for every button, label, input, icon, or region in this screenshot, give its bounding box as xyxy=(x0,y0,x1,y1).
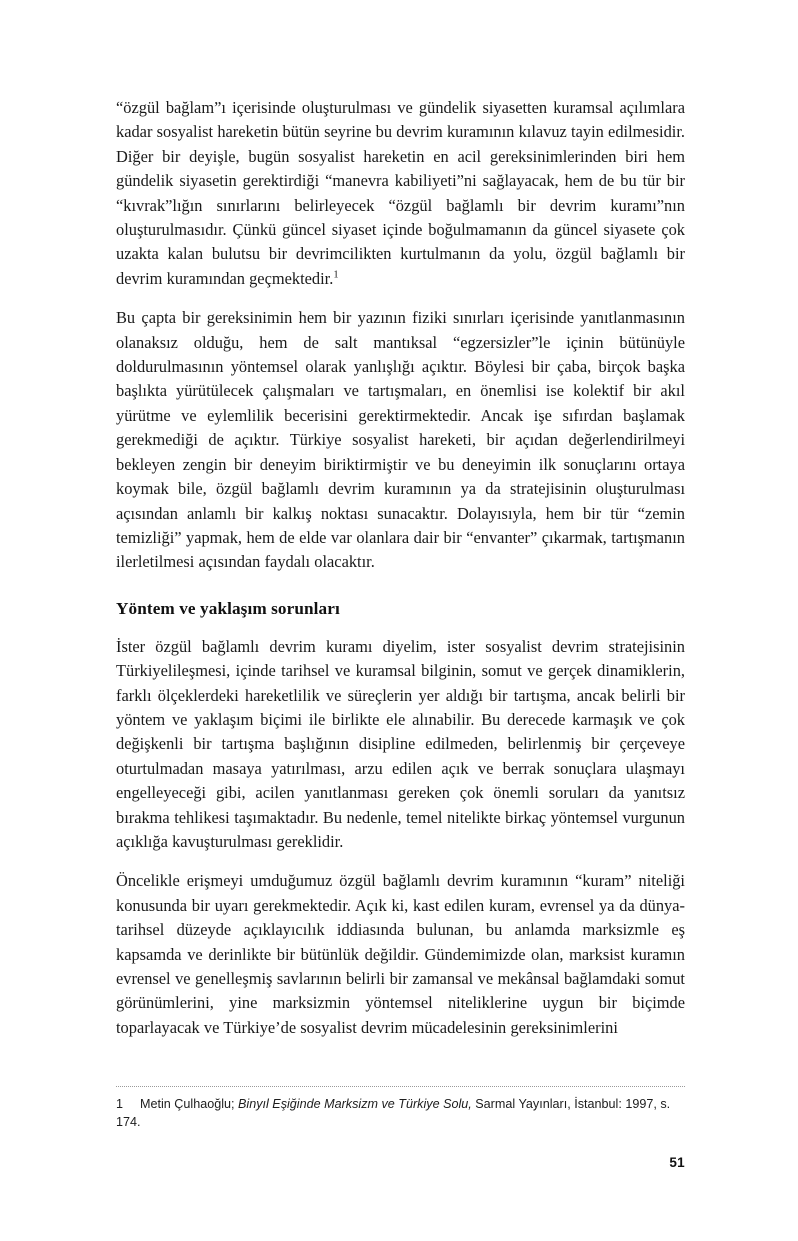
paragraph-3: İster özgül bağlamlı devrim kuramı diyelim, ister sosyalist devrim stratejisinin Türkiyelileşmesi, içinde tarihsel ve kuramsal bilginin, somut ve gerçek dinamiklerin, farklı ölçeklerdeki hareketlilik ve süreçlerin yer aldığı bir tartışma, ancak belirli bir yöntem ve yaklaşım biçimi ile birlikte ele alınabilir. Bu derecede karmaşık ve çok değişkenli bir tartışma başlığının disipline edilmeden, belirlenmiş bir çerçeveye oturtulmadan masaya yatırılması, arzu edilen açık ve berrak sonuçlara ulaşmayı engelleyeceği gibi, acilen yanıtlanması gereken çok önemli soruları da yanıtsız bırakma tehlikesi taşımaktadır. Bu nedenle, temel nitelikte birkaç yöntemsel vurgunun açıklığa kavuşturulması gereklidir. xyxy=(116,636,685,851)
footnote-number: 1 xyxy=(116,1097,124,1111)
paragraph-1-text: “özgül bağlam”ı içerisinde oluşturulması ve gündelik siyasetten kuramsal açılımlara kadar sosyalist hareketin bütün seyrine bu devrim kuramının kılavuz tayin edilmesidir. Diğer bir deyişle, bugün sosyalist hareketin en acil gereksinimlerinden biri hem gündelik siyasetin gerektirdiği “manevra kabiliyeti”ni sağlayacak, hem de bu tür bir “kıvrak”lığın sınırlarını belirleyecek “özgül bağlamlı bir devrim kuramı”nın oluşturulmasıdır. Çünkü güncel siyaset içinde boğulmamanın da güncel siyasete çok uzakta kalan bulutsu bir devrimcilikten kurtulmanın da yolu, özgül bağlamlı bir devrim kuramından geçmektedir. xyxy=(116,98,685,288)
footnote-reference-1[interactable]: 1 xyxy=(333,269,339,281)
footnote-entry xyxy=(116,1096,685,1131)
footnote-publisher: Sarmal Yayınları, İstanbul: xyxy=(475,1097,622,1111)
section-heading: Yöntem ve yaklaşım sorunları xyxy=(116,598,340,618)
footnote-author: Metin Çulhaoğlu; xyxy=(140,1097,235,1111)
footnote-year-page: 1997, s. 174. xyxy=(116,1097,671,1129)
paragraph-2: Bu çapta bir gereksinimin hem bir yazının fiziki sınırları içerisinde yanıtlanmasının olanaksız olduğu, hem de salt mantıksal “egzersizler”le içinin bütünüyle doldurulmasının yöntemsel olarak yanlışlığı açıktır. Böylesi bir çaba, birçok başka başlıkta yürütülecek çalışmaları ve tartışmaları, en önemlisi ise kolektif bir akıl yürütme ve eylemlilik becerisini gerektirmektedir. Ancak işe sıfırdan başlamak gerekmediği de açıktır. Türkiye sosyalist hareketi, bir açıdan değerlendirilmeyi bekleyen zengin bir deneyim biriktirmiştir ve bu deneyimin ilk sonuçlarını ortaya koymak bile, özgül bağlamlı devrim kuramının ya da stratejisinin oluşturulması açısından anlamlı bir kalkış noktası sunacaktır. Dolayısıyla, hem bir tür “zemin temizliği” yapmak, hem de elde var olanlara dair bir “envanter” çıkarmak, tartışmanın ilerletilmesi açısından faydalı olacaktır. xyxy=(116,308,685,572)
page-content-column xyxy=(116,96,685,1040)
paragraph-1 xyxy=(116,96,685,291)
footnote-title: Binyıl Eşiğinde Marksizm ve Türkiye Solu, xyxy=(238,1097,472,1111)
footnote-area xyxy=(116,1086,685,1131)
footnote-separator-rule xyxy=(116,1086,685,1088)
paragraph-4: Öncelikle erişmeyi umduğumuz özgül bağlamlı devrim kuramının “kuram” niteliği konusunda bir uyarı gerekmektedir. Açık ki, kast edilen kuram, evrensel ya da dünya-tarihsel düzeyde açıklayıcılık iddiasında bulunan, bu anlamda marksizmle eş kapsamda ve derinlikte bir bütünlük değildir. Gündemimizde olan, marksist kuramın evrensel ve genelleşmiş savlarının belirli bir zamansal ve mekânsal bağlamdaki somut görünümlerini, yine marksizmin yöntemsel niteliklerine uygun bir biçimde toparlayacak ve Türkiye’de sosyalist devrim mücadelesinin gereksinimlerini xyxy=(116,871,685,1037)
page-number: 51 xyxy=(669,1155,685,1170)
